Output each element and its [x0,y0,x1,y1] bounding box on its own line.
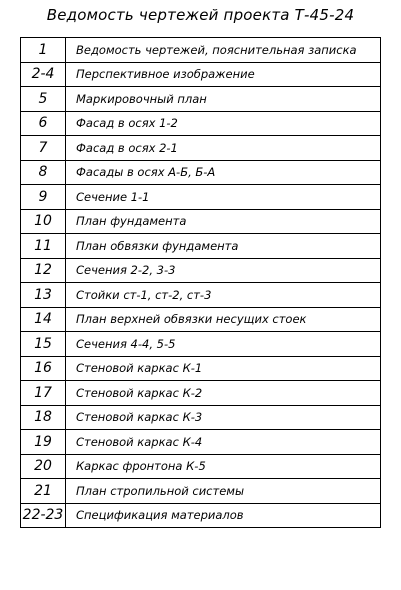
table-row [21,307,381,332]
table-row [21,479,381,504]
sheet-name: Стеновой каркас К-2 [66,381,381,406]
table-row [21,332,381,357]
sheet-number: 20 [21,454,66,479]
sheet-name: Каркас фронтона К-5 [66,454,381,479]
sheet-name: Стеновой каркас К-3 [66,405,381,430]
sheet-name: Спецификация материалов [66,503,381,528]
sheet-name: План обвязки фундамента [66,234,381,259]
table-row [21,185,381,210]
table-row [21,234,381,259]
sheet-number: 12 [21,258,66,283]
sheet-name: Сечение 1-1 [66,185,381,210]
sheet-number: 16 [21,356,66,381]
table-row [21,38,381,63]
table-row [21,136,381,161]
table-row [21,283,381,308]
table-row [21,62,381,87]
page-title: Ведомость чертежей проекта Т-45-24 [46,6,355,24]
sheet-name: Маркировочный план [66,87,381,112]
table-row [21,405,381,430]
sheet-name: Ведомость чертежей, пояснительная записка [66,38,381,63]
sheet-name: План верхней обвязки несущих стоек [66,307,381,332]
sheet-number: 5 [21,87,66,112]
drawings-table [20,37,381,528]
sheet-name: Сечения 4-4, 5-5 [66,332,381,357]
table-row [21,111,381,136]
sheet-name: Фасад в осях 2-1 [66,136,381,161]
sheet-number: 8 [21,160,66,185]
sheet-number: 13 [21,283,66,308]
sheet-number: 11 [21,234,66,259]
sheet-name: Стойки ст-1, ст-2, ст-3 [66,283,381,308]
sheet-number: 14 [21,307,66,332]
sheet-number: 1 [21,38,66,63]
table-row [21,87,381,112]
sheet-number: 19 [21,430,66,455]
sheet-name: План стропильной системы [66,479,381,504]
table-row [21,381,381,406]
table-row [21,209,381,234]
table-row [21,454,381,479]
sheet-name: План фундамента [66,209,381,234]
sheet-number: 22-23 [21,503,66,528]
sheet-name: Фасад в осях 1-2 [66,111,381,136]
sheet-number: 15 [21,332,66,357]
sheet-number: 10 [21,209,66,234]
sheet-number: 9 [21,185,66,210]
sheet-number: 18 [21,405,66,430]
sheet-name: Стеновой каркас К-4 [66,430,381,455]
sheet-number: 7 [21,136,66,161]
table-row [21,160,381,185]
sheet-name: Сечения 2-2, 3-3 [66,258,381,283]
sheet-name: Перспективное изображение [66,62,381,87]
sheet-number: 17 [21,381,66,406]
drawings-table-body [21,38,381,528]
table-row [21,503,381,528]
sheet-name: Стеновой каркас К-1 [66,356,381,381]
sheet-name: Фасады в осях А-Б, Б-А [66,160,381,185]
sheet-number: 2-4 [21,62,66,87]
sheet-number: 6 [21,111,66,136]
table-row [21,356,381,381]
sheet-number: 21 [21,479,66,504]
table-row [21,430,381,455]
table-row [21,258,381,283]
